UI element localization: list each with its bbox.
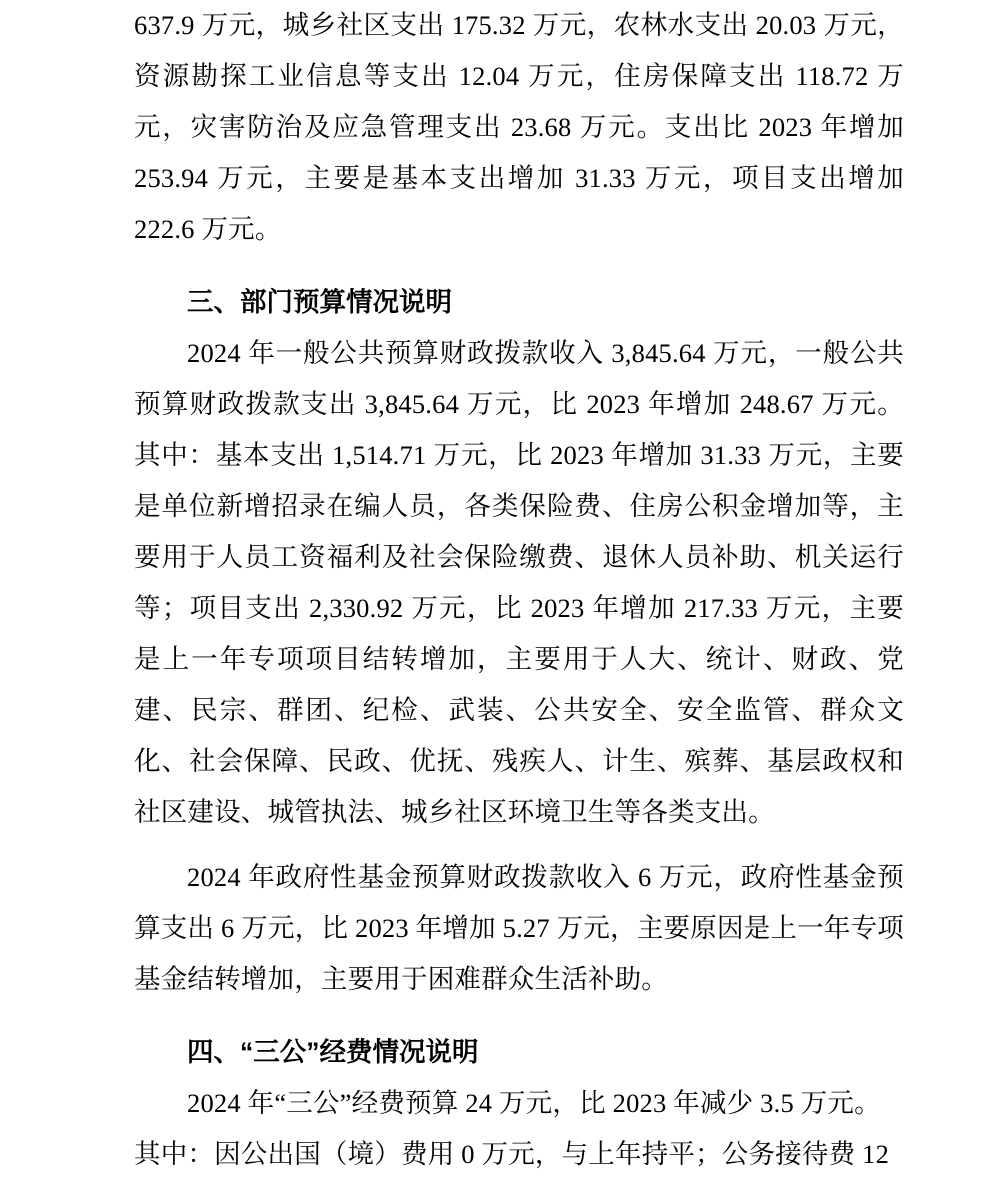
paragraph-expenditure-continued: 637.9 万元，城乡社区支出 175.32 万元，农林水支出 20.03 万元，资源勘探工业信息等支出 12.04 万元，住房保障支出 118.72 万元，灾害防治及应急管理支出 23.68 万元。支出比 2023 年增加 253.94 万元，主要是基本支出增加 31.33 万元，项目支出增加 222.6 万元。: [134, 10, 904, 244]
paragraph-general-budget: 2024 年一般公共预算财政拨款收入 3,845.64 万元，一般公共预算财政拨款支出 3,845.64 万元，比 2023 年增加 248.67 万元。其中：基本支出 1,514.71 万元，比 2023 年增加 31.33 万元，主要是单位新增招录在编人员，各类保险费、住房公积金增加等，主要用于人员工资福利及社会保险缴费、退休人员补助、机关运行等；项目支出 2,330.92 万元，比 2023 年增加 217.33 万元，主要是上一年专项项目结转增加，主要用于人大、统计、财政、党建、民宗、群团、纪检、武装、公共安全、安全监管、群众文化、社会保障、民政、优抚、残疾人、计生、殡葬、基层政权和社区建设、城管执法、城乡社区环境卫生等各类支出。: [134, 338, 904, 827]
heading-section-three: 三、部门预算情况说明: [187, 287, 452, 317]
paragraph-government-fund-budget: 2024 年政府性基金预算财政拨款收入 6 万元，政府性基金预算支出 6 万元，比 2023 年增加 5.27 万元，主要原因是上一年专项基金结转增加，主要用于困难群众生活补助。: [134, 862, 904, 994]
paragraph-sangong-summary: 2024 年“三公”经费预算 24 万元，比 2023 年减少 3.5 万元。: [187, 1088, 881, 1118]
heading-section-four: 四、“三公”经费情况说明: [187, 1037, 479, 1067]
paragraph-sangong-detail: 其中：因公出国（境）费用 0 万元，与上年持平；公务接待费 12: [134, 1139, 890, 1169]
